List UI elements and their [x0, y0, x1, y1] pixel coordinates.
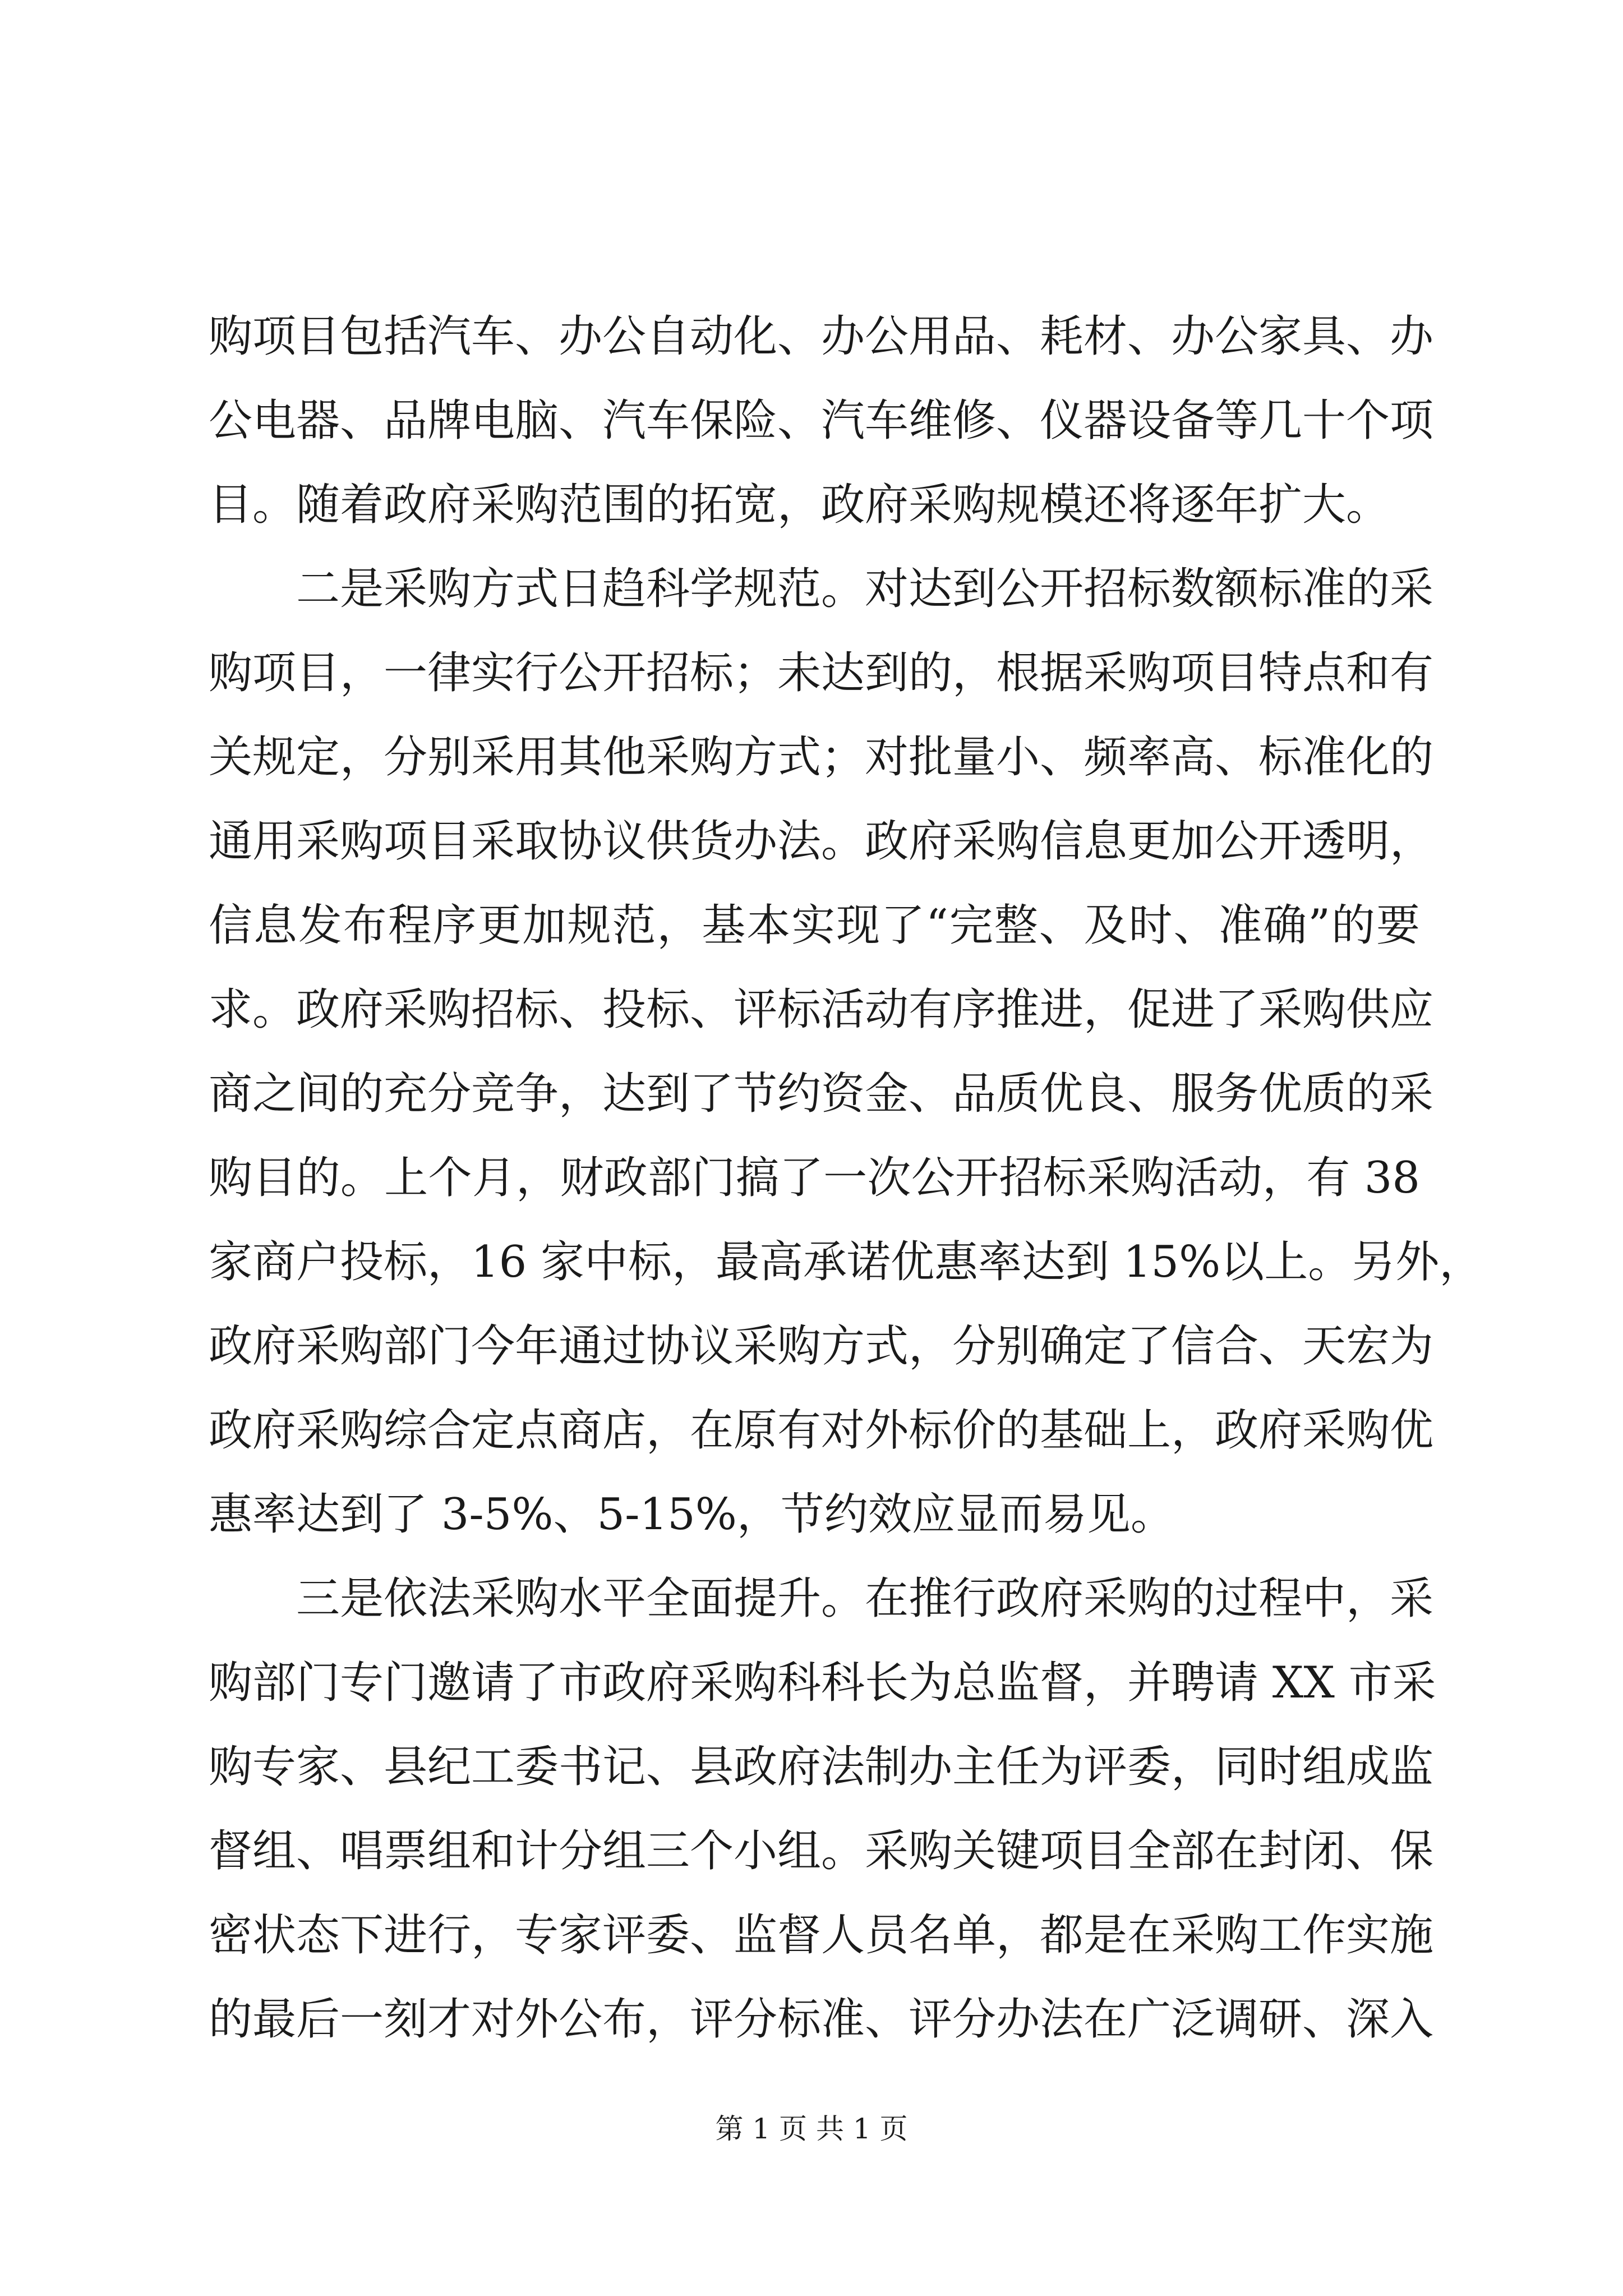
text-line: 购项目，一律实行公开招标；未达到的，根据采购项目特点和有: [209, 648, 1434, 698]
text-line: 通用采购项目采取协议供货办法。政府采购信息更加公开透明，: [209, 816, 1434, 867]
text-line: 的最后一刻才对外公布，评分标准、评分办法在广泛调研、深入: [209, 1994, 1434, 2045]
text-line: 购部门专门邀请了市政府采购科科长为总监督，并聘请 XX 市采: [209, 1658, 1436, 1708]
text-line: 家商户投标，16 家中标，最高承诺优惠率达到 15%以上。另外，: [209, 1237, 1483, 1287]
paragraph-first-line: 二是采购方式日趋科学规范。对达到公开招标数额标准的采: [296, 564, 1434, 614]
text-line: 购项目包括汽车、办公自动化、办公用品、耗材、办公家具、办: [209, 311, 1434, 362]
text-line: 督组、唱票组和计分组三个小组。采购关键项目全部在封闭、保: [209, 1826, 1434, 1876]
text-line: 商之间的充分竞争，达到了节约资金、品质优良、服务优质的采: [209, 1069, 1434, 1119]
text-line: 购专家、县纪工委书记、县政府法制办主任为评委，同时组成监: [209, 1742, 1434, 1792]
text-line: 关规定，分别采用其他采购方式；对批量小、频率高、标准化的: [209, 732, 1434, 783]
paragraph-first-line: 三是依法采购水平全面提升。在推行政府采购的过程中，采: [296, 1573, 1434, 1624]
text-line: 求。政府采购招标、投标、评标活动有序推进，促进了采购供应: [209, 984, 1434, 1035]
body-text: [209, 295, 1483, 2062]
text-line: 政府采购部门今年通过协议采购方式，分别确定了信合、天宏为: [209, 1321, 1434, 1372]
text-line: 购目的。上个月，财政部门搞了一次公开招标采购活动，有 38: [209, 1153, 1420, 1203]
text-line: 政府采购综合定点商店，在原有对外标价的基础上，政府采购优: [209, 1405, 1434, 1456]
text-line: 密状态下进行，专家评委、监督人员名单，都是在采购工作实施: [209, 1910, 1434, 1961]
text-line: 目。随着政府采购范围的拓宽，政府采购规模还将逐年扩大。: [209, 480, 1390, 530]
text-line: 公电器、品牌电脑、汽车保险、汽车维修、仪器设备等几十个项: [209, 395, 1434, 446]
page-number: 第 1 页 共 1 页: [715, 2113, 908, 2145]
page-footer: [0, 2109, 1623, 2148]
text-line: 信息发布程序更加规范，基本实现了“完整、及时、准确”的要: [209, 900, 1420, 951]
text-line: 惠率达到了 3-5%、5-15%，节约效应显而易见。: [209, 1489, 1174, 1540]
